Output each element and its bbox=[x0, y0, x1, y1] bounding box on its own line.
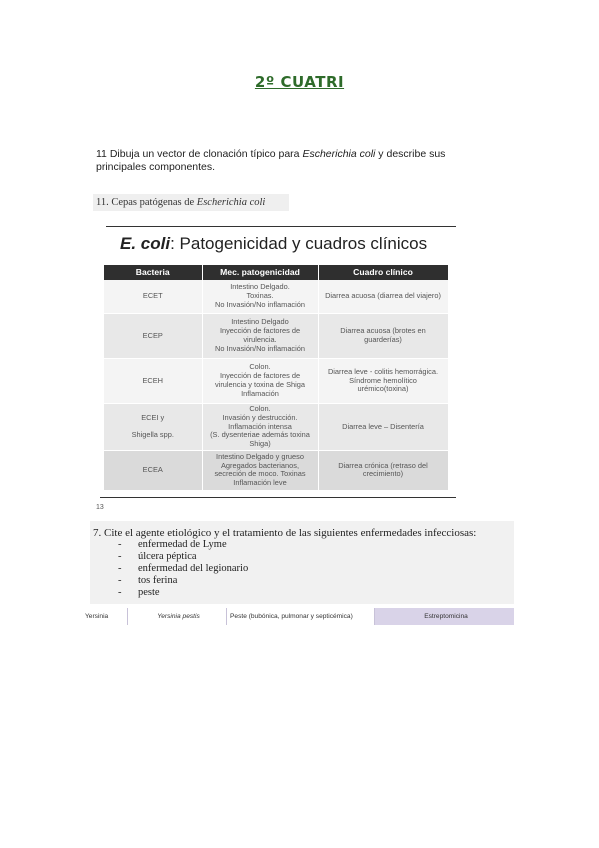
question-11-prefix: 11 Dibuja un vector de clonación típico para bbox=[96, 148, 303, 160]
cell-line: virulencia y toxina de Shiga bbox=[215, 380, 305, 389]
cell-disease: Peste (bubónica, pulmonar y septicémica) bbox=[227, 608, 375, 625]
top-divider bbox=[106, 226, 456, 227]
table-row bbox=[104, 280, 448, 314]
table-row bbox=[104, 314, 448, 359]
mechanism-cell bbox=[202, 404, 318, 451]
cell-line: Invasión y destrucción. bbox=[222, 412, 298, 422]
cell-line: Shigella spp. bbox=[131, 430, 174, 440]
ecoli-slide-title bbox=[120, 234, 460, 254]
bacteria-cell bbox=[104, 314, 202, 359]
cell-line: Colon. bbox=[249, 362, 271, 372]
cell-line: Inflamación intensa bbox=[228, 421, 292, 431]
ecoli-title-italic: E. coli bbox=[120, 234, 171, 253]
cell-line: Colon. bbox=[249, 404, 271, 413]
header-clinical: Cuadro clínico bbox=[318, 265, 448, 280]
list-item: - peste bbox=[118, 587, 160, 598]
section-11-heading bbox=[93, 194, 289, 211]
bacteria-cell bbox=[104, 280, 202, 314]
cell-line: (S. dysenteriae además toxina bbox=[210, 430, 310, 440]
cell-line: Shiga) bbox=[249, 439, 271, 449]
header-bacteria: Bacteria bbox=[104, 265, 202, 280]
clinical-cell bbox=[318, 359, 448, 404]
list-item: - tos ferina bbox=[118, 575, 178, 586]
mechanism-cell bbox=[202, 359, 318, 404]
cell-line: Intestino Delgado y grueso bbox=[216, 451, 304, 461]
cell-line: urémico(toxina) bbox=[357, 384, 409, 394]
cell-line: Diarrea crónica (retraso del bbox=[338, 460, 428, 470]
cell-line: Inflamación leve bbox=[233, 478, 287, 488]
bacteria-cell bbox=[104, 404, 202, 451]
cell-line: Toxinas. bbox=[246, 291, 274, 301]
cell-line: Diarrea acuosa (diarrea del viajero) bbox=[325, 291, 441, 301]
cell-line: ECET bbox=[142, 291, 163, 301]
ecoli-title-rest: : Patogenicidad y cuadros clínicos bbox=[170, 234, 428, 253]
cell-line: Intestino Delgado bbox=[231, 317, 289, 327]
table-row bbox=[104, 450, 448, 490]
cell-species: Yersinia pestis bbox=[128, 608, 227, 625]
clinical-cell bbox=[318, 404, 448, 451]
bacteria-cell bbox=[104, 359, 202, 404]
cell-line: Inflamación bbox=[241, 388, 279, 398]
cell-line: No Invasión/No inflamación bbox=[215, 299, 305, 309]
cell-line: ECEH bbox=[142, 375, 164, 385]
cell-line: guarderías) bbox=[364, 335, 402, 344]
cell-line: crecimiento) bbox=[362, 469, 404, 479]
page-number: 13 bbox=[96, 504, 104, 511]
cell-line: No Invasión/No inflamación bbox=[215, 343, 305, 353]
list-item: - enfermedad de Lyme bbox=[118, 539, 227, 550]
cell-line: ECEP bbox=[142, 330, 163, 340]
cell-line: Inyección de factores de bbox=[219, 371, 301, 381]
cell-genus: Yersinia bbox=[82, 608, 128, 625]
list-item: - enfermedad del legionario bbox=[118, 563, 249, 574]
list-item: - úlcera péptica bbox=[118, 551, 197, 562]
cell-line: Diarrea leve – Disentería bbox=[342, 421, 424, 431]
header-mechanism: Mec. patogenicidad bbox=[202, 265, 318, 280]
table-header-row bbox=[104, 265, 448, 280]
disease-list bbox=[118, 539, 248, 599]
question-11-suffix: y describe sus principales componentes. bbox=[96, 148, 446, 173]
cell-line: secreción de moco. Toxinas bbox=[214, 469, 306, 479]
question-7-title: 7. Cite el agente etiológico y el tratamiento de las siguientes enfermedades infecciosas: bbox=[93, 527, 477, 539]
mechanism-cell bbox=[202, 450, 318, 490]
cell-treatment: Estreptomicina bbox=[375, 608, 514, 625]
section-11-organism: Escherichia coli bbox=[196, 197, 266, 208]
cell-line: Diarrea leve - colitis hemorrágica. bbox=[327, 366, 439, 376]
cell-line: Inyección de factores de bbox=[219, 326, 301, 336]
cell-line: Intestino Delgado. bbox=[230, 282, 290, 292]
clinical-cell bbox=[318, 450, 448, 490]
mechanism-cell bbox=[202, 314, 318, 359]
clinical-cell bbox=[318, 314, 448, 359]
bacteria-cell bbox=[104, 450, 202, 490]
cell-line: Síndrome hemolítico bbox=[349, 375, 417, 385]
cell-line: ECEA bbox=[142, 465, 163, 475]
section-11-prefix: 11. Cepas patógenas de bbox=[96, 197, 197, 208]
page-title: 2º CUATRI bbox=[254, 73, 345, 91]
plague-table-row bbox=[82, 608, 514, 625]
clinical-cell bbox=[318, 280, 448, 314]
question-11-organism: Escherichia coli bbox=[302, 148, 376, 160]
bottom-divider bbox=[100, 497, 456, 498]
mechanism-cell bbox=[202, 280, 318, 314]
cell-line: ECEI y bbox=[141, 412, 165, 422]
cell-line: Diarrea acuosa (brotes en bbox=[340, 326, 426, 336]
cell-line: virulencia. bbox=[243, 335, 277, 344]
cell-line: Agregados bacterianos, bbox=[220, 460, 300, 470]
table-row bbox=[104, 404, 448, 451]
table-row bbox=[104, 359, 448, 404]
pathogenicity-table bbox=[104, 265, 449, 491]
question-11 bbox=[96, 148, 496, 174]
